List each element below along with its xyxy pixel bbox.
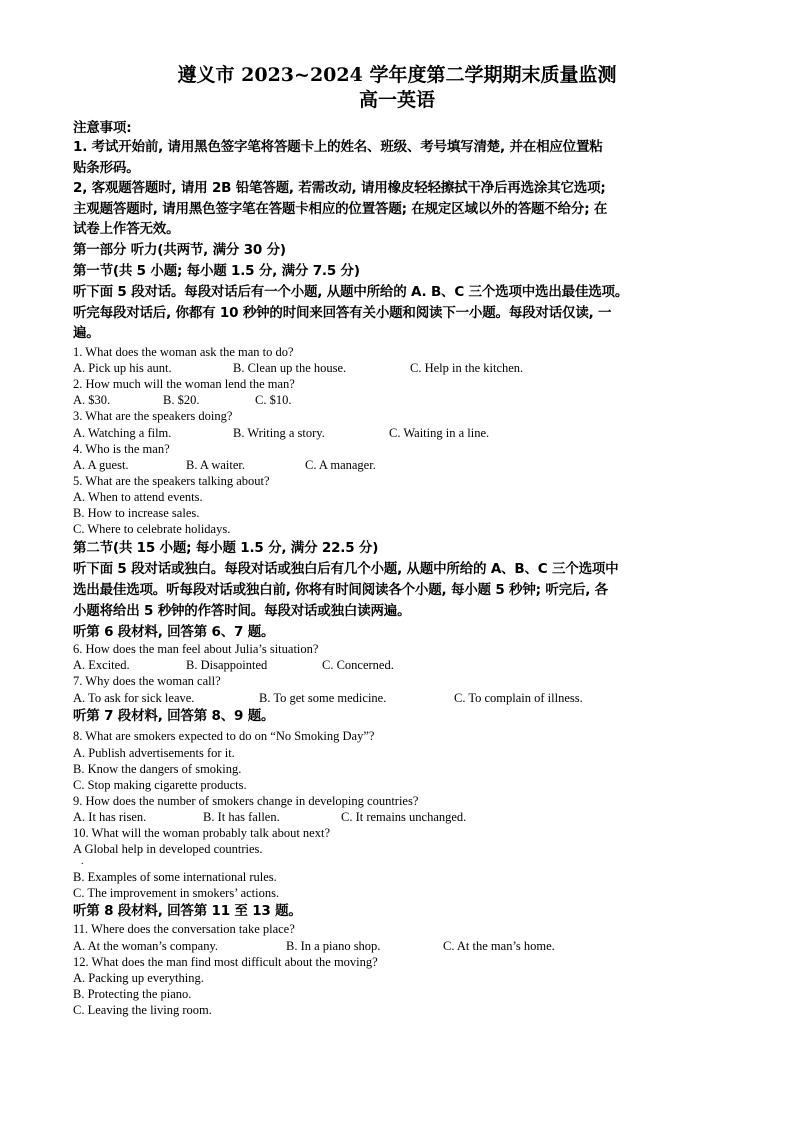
- option-b: B. In a piano shop.: [286, 939, 381, 953]
- option-c: C. To complain of illness.: [454, 691, 583, 705]
- question-stem: 4. Who is the man?: [73, 442, 170, 456]
- section-heading: 第二节(共 15 小题; 每小题 1.5 分, 满分 22.5 分): [73, 540, 379, 556]
- option-a: A. When to attend events.: [73, 490, 203, 504]
- question-stem: 6. How does the man feel about Julia’s situation?: [73, 642, 319, 656]
- option-c: C. Help in the kitchen.: [410, 361, 524, 375]
- question-stem: 10. What will the woman probably talk about next?: [73, 826, 331, 840]
- notes-line: 2, 客观题答题时, 请用 2B 铅笔答题, 若需改动, 请用橡皮轻轻擦拭干净后再选涂其它选项;: [73, 180, 606, 196]
- option-b: B. $20.: [163, 393, 200, 407]
- option-c: C. Concerned.: [322, 658, 394, 672]
- stray-mark: .: [81, 856, 84, 867]
- question-stem: 9. How does the number of smokers change in developing countries?: [73, 794, 419, 808]
- option-b: B. Protecting the piano.: [73, 987, 192, 1001]
- option-a: A. To ask for sick leave.: [73, 691, 195, 705]
- option-c: C. Stop making cigarette products.: [73, 778, 247, 792]
- exam-title: 遵义市 2023~2024 学年度第二学期期末质量监测: [177, 64, 617, 86]
- option-c: C. A manager.: [305, 458, 376, 472]
- option-b: B. Know the dangers of smoking.: [73, 762, 242, 776]
- section-instructions: 听下面 5 段对话。每段对话后有一个小题, 从题中所给的 A. B、C 三个选项中选出最佳选项。: [73, 284, 629, 300]
- option-c: C. $10.: [255, 393, 292, 407]
- question-stem: 3. What are the speakers doing?: [73, 409, 233, 423]
- option-a: A. It has risen.: [73, 810, 147, 824]
- option-b: B. How to increase sales.: [73, 506, 200, 520]
- option-c: C. Where to celebrate holidays.: [73, 522, 231, 536]
- option-b: B. Writing a story.: [233, 426, 325, 440]
- option-b: B. Examples of some international rules.: [73, 870, 277, 884]
- question-stem: 7. Why does the woman call?: [73, 674, 221, 688]
- section-instructions: 小题将给出 5 秒钟的作答时间。每段对话或独白读两遍。: [73, 603, 411, 619]
- material-heading: 听第 6 段材料, 回答第 6、7 题。: [73, 624, 275, 640]
- section-instructions: 听下面 5 段对话或独白。每段对话或独白后有几个小题, 从题中所给的 A、B、C 三个选项中: [73, 561, 619, 577]
- notes-line: 主观题答题时, 请用黑色签字笔在答题卡相应的位置答题; 在规定区域以外的答题不给分; 在: [73, 201, 608, 217]
- option-a: A. Publish advertisements for it.: [73, 746, 235, 760]
- notes-line: 1. 考试开始前, 请用黑色签字笔将答题卡上的姓名、班级、考号填写清楚, 并在相应位置粘: [73, 139, 603, 155]
- section-instructions: 选出最佳选项。听每段对话或独白前, 你将有时间阅读各个小题, 每小题 5 秒钟; 听完后, 各: [73, 582, 608, 598]
- notes-line: 试卷上作答无效。: [73, 221, 180, 237]
- section-instructions: 听完每段对话后, 你都有 10 秒钟的时间来回答有关小题和阅读下一小题。每段对话仅读, 一: [73, 305, 612, 321]
- material-heading: 听第 8 段材料, 回答第 11 至 13 题。: [73, 903, 302, 919]
- section-heading: 第一节(共 5 小题; 每小题 1.5 分, 满分 7.5 分): [73, 263, 360, 279]
- option-a: A. $30.: [73, 393, 111, 407]
- option-a: A. At the woman’s company.: [73, 939, 219, 953]
- question-stem: 11. Where does the conversation take place?: [73, 922, 295, 936]
- notes-heading: 注意事项:: [73, 120, 132, 136]
- section-instructions: 遍。: [73, 325, 100, 341]
- question-stem: 12. What does the man find most difficult about the moving?: [73, 955, 378, 969]
- part-heading: 第一部分 听力(共两节, 满分 30 分): [73, 242, 286, 258]
- exam-subject: 高一英语: [358, 89, 435, 111]
- option-a: A. Packing up everything.: [73, 971, 204, 985]
- option-c: C. At the man’s home.: [443, 939, 555, 953]
- question-stem: 1. What does the woman ask the man to do?: [73, 345, 294, 359]
- option-b: B. A waiter.: [186, 458, 246, 472]
- option-b: B. It has fallen.: [203, 810, 280, 824]
- option-a: A. Pick up his aunt.: [73, 361, 172, 375]
- option-b: B. Clean up the house.: [233, 361, 347, 375]
- option-c: C. Waiting in a line.: [389, 426, 490, 440]
- option-a: A. Watching a film.: [73, 426, 172, 440]
- option-b: B. To get some medicine.: [259, 691, 387, 705]
- option-c: C. The improvement in smokers’ actions.: [73, 886, 280, 900]
- question-stem: 8. What are smokers expected to do on “No Smoking Day”?: [73, 729, 375, 743]
- option-a: A. A guest.: [73, 458, 129, 472]
- option-c: C. It remains unchanged.: [341, 810, 467, 824]
- question-stem: 2. How much will the woman lend the man?: [73, 377, 295, 391]
- option-c: C. Leaving the living room.: [73, 1003, 212, 1017]
- option-a: A. Excited.: [73, 658, 130, 672]
- option-a: A Global help in developed countries.: [73, 842, 263, 856]
- option-b: B. Disappointed: [186, 658, 268, 672]
- question-stem: 5. What are the speakers talking about?: [73, 474, 270, 488]
- notes-line: 贴条形码。: [73, 160, 140, 176]
- material-heading: 听第 7 段材料, 回答第 8、9 题。: [73, 708, 275, 724]
